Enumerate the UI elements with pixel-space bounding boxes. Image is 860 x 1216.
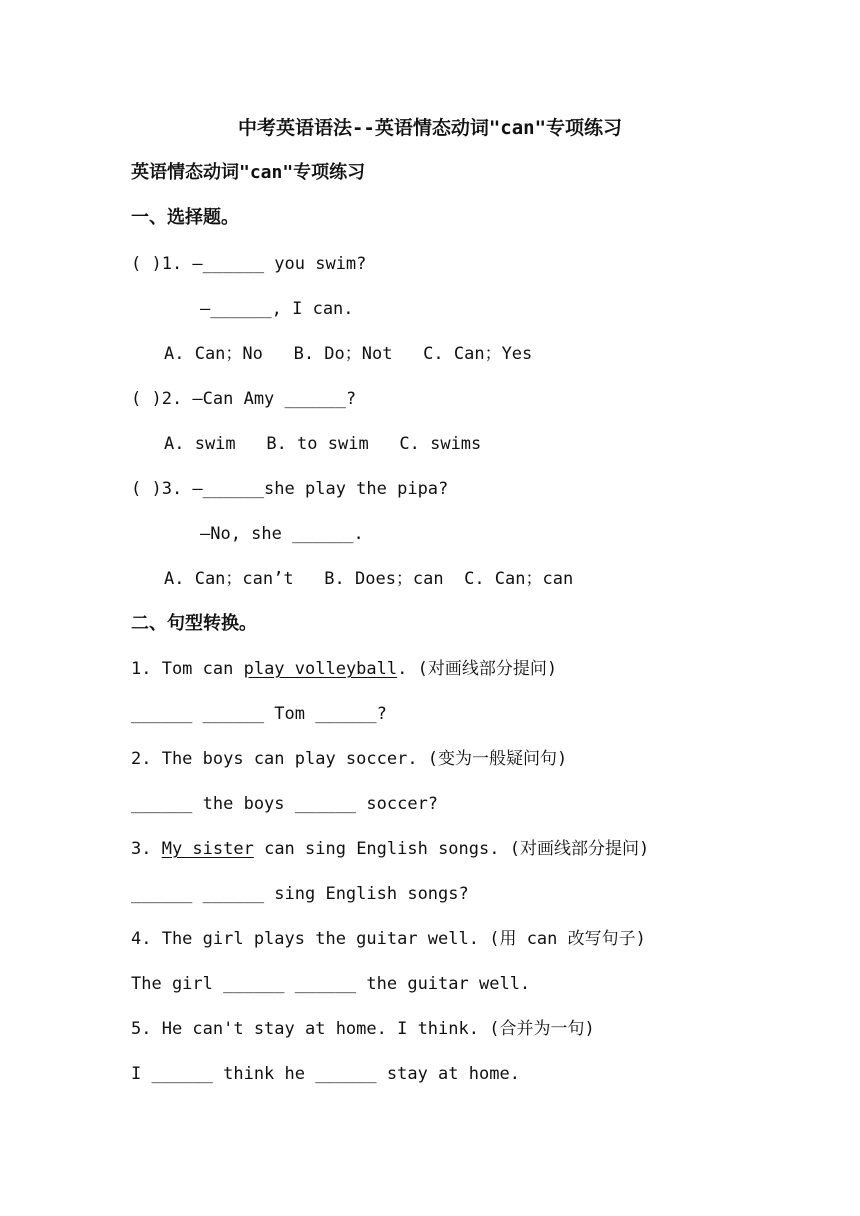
sentence-3 — [131, 838, 649, 860]
sentence-1-end: . (对画线部分提问) — [397, 659, 558, 679]
question-3: ( )3. —______she play the pipa? — [131, 479, 449, 499]
question-3-options: A. Can；can’t B. Does；can C. Can；can — [164, 569, 574, 589]
question-2: ( )2. —Can Amy ______? — [131, 389, 357, 409]
question-1: ( )1. —______ you swim? — [131, 254, 367, 274]
question-1-reply: —______, I can. — [200, 299, 354, 319]
sentence-5: 5. He can't stay at home. I think. (合并为一句) — [131, 1019, 595, 1039]
document-title: 中考英语语法--英语情态动词"can"专项练习 — [237, 117, 623, 139]
sentence-3-underlined: My sister — [161, 839, 254, 859]
sentence-3-end: can sing English songs. (对画线部分提问) — [253, 839, 650, 859]
sentence-1-start: 1. Tom can — [131, 659, 244, 679]
sentence-5-answer: I ______ think he ______ stay at home. — [131, 1064, 520, 1084]
subtitle: 英语情态动词"can"专项练习 — [131, 162, 366, 183]
question-2-options: A. swim B. to swim C. swims — [164, 434, 482, 454]
sentence-4-answer: The girl ______ ______ the guitar well. — [131, 974, 531, 994]
question-3-reply: —No, she ______. — [200, 524, 364, 544]
question-1-options: A. Can；No B. Do；Not C. Can；Yes — [164, 344, 533, 364]
sentence-1-underlined: play volleyball — [243, 659, 398, 679]
sentence-3-start: 3. — [131, 839, 162, 859]
sentence-1 — [131, 658, 557, 680]
sentence-1-answer: ______ ______ Tom ______? — [131, 704, 387, 724]
sentence-2-answer: ______ the boys ______ soccer? — [131, 794, 439, 814]
section-heading-transform: 二、句型转换。 — [131, 613, 257, 634]
sentence-4: 4. The girl plays the guitar well. (用 can 改写句子) — [131, 929, 646, 949]
section-heading-choice: 一、选择题。 — [131, 207, 239, 228]
sentence-3-answer: ______ ______ sing English songs? — [131, 884, 469, 904]
sentence-2: 2. The boys can play soccer. (变为一般疑问句) — [131, 749, 568, 769]
